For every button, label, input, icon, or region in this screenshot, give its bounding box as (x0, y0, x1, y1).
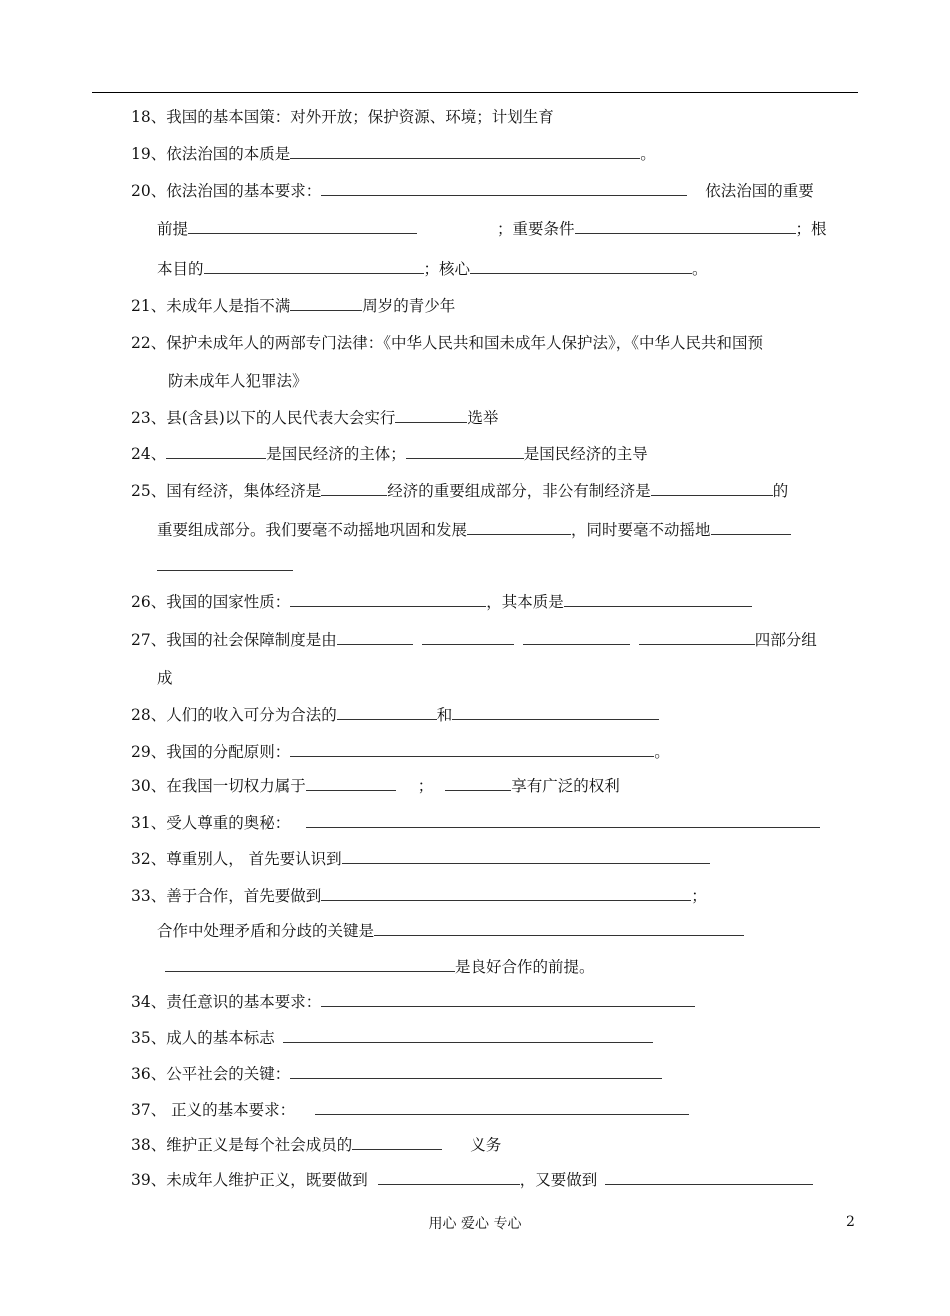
blank[interactable] (651, 483, 773, 496)
q28-text: 28、人们的收入可分为合法的 (131, 706, 337, 724)
blank[interactable] (337, 632, 413, 645)
q20-text-5: ；根 (795, 220, 827, 238)
blank[interactable] (306, 815, 820, 828)
q25-text-5: ，同时要毫不动摇地 (571, 521, 711, 539)
page-footer: 用心 爱心 专心 (428, 1216, 522, 1232)
question-36 (131, 1064, 662, 1084)
question-24 (131, 444, 648, 464)
question-19 (131, 144, 656, 164)
question-20-line2 (157, 219, 827, 239)
blank[interactable] (204, 261, 424, 274)
question-37 (131, 1100, 689, 1120)
question-33-line3 (165, 957, 595, 977)
question-32 (131, 849, 710, 869)
q21-text-2: 周岁的青少年 (362, 297, 456, 315)
q20-text-7: ；核心 (423, 260, 471, 278)
q26-text: 26、我国的国家性质： (131, 593, 291, 611)
question-21 (131, 296, 455, 316)
blank[interactable] (639, 632, 755, 645)
q25-text-3: 的 (772, 482, 789, 500)
question-18 (131, 107, 554, 127)
q19-text: 19、依法治国的本质是 (131, 145, 291, 163)
q26-text-2: ，其本质是 (486, 593, 564, 611)
question-30 (131, 776, 620, 796)
q22-text: 22、保护未成年人的两部专门法律：《中华人民共和国未成年人保护法》，《中华人民共和国预 (131, 334, 763, 352)
blank[interactable] (337, 707, 437, 720)
blank[interactable] (422, 632, 514, 645)
blank[interactable] (452, 707, 659, 720)
question-38 (131, 1135, 501, 1155)
blank[interactable] (406, 446, 524, 459)
blank[interactable] (188, 221, 417, 234)
q30-text-3: 享有广泛的权利 (511, 777, 620, 795)
blank[interactable] (342, 851, 710, 864)
blank[interactable] (315, 1102, 689, 1115)
q33-text: 33、善于合作，首先要做到 (131, 887, 322, 905)
blank[interactable] (166, 446, 266, 459)
q33-text-2: ； (691, 887, 707, 905)
question-29 (131, 742, 670, 762)
q21-text: 21、未成年人是指不满 (131, 297, 291, 315)
q35-text: 35、成人的基本标志 (131, 1029, 275, 1047)
blank[interactable] (321, 888, 691, 901)
q18-text: 18、我国的基本国策：对外开放；保护资源、环境；计划生育 (131, 108, 554, 126)
question-25-line3 (157, 556, 293, 576)
q33-text-3: 合作中处理矛盾和分歧的关键是 (157, 922, 375, 940)
blank[interactable] (290, 1066, 662, 1079)
blank[interactable] (470, 261, 692, 274)
blank[interactable] (378, 1172, 520, 1185)
q25-text: 25、国有经济，集体经济是 (131, 482, 322, 500)
q32-text: 32、尊重别人， 首先要认识到 (131, 850, 342, 868)
q20-text-6: 本目的 (157, 260, 204, 278)
question-33 (131, 886, 707, 906)
q20-text-4: ；重要条件 (497, 220, 575, 238)
q38-text-2: 义务 (470, 1136, 502, 1154)
q31-text: 31、受人尊重的奥秘： (131, 814, 291, 832)
blank[interactable] (283, 1030, 653, 1043)
question-20-line3 (157, 259, 708, 279)
blank[interactable] (290, 744, 654, 757)
blank[interactable] (711, 522, 791, 535)
q30-text: 30、在我国一切权力属于 (131, 777, 306, 795)
q37-text: 37、 正义的基本要求： (131, 1101, 296, 1119)
q33-text-4: 是良好合作的前提。 (455, 958, 595, 976)
q24-text: 24、 (131, 445, 167, 463)
q20-text-8: 。 (692, 260, 708, 278)
blank[interactable] (321, 183, 687, 196)
question-25 (131, 481, 788, 501)
q39-text-2: ，又要做到 (519, 1171, 598, 1189)
blank[interactable] (321, 994, 695, 1007)
question-33-line2 (157, 921, 744, 941)
q27-text: 27、我国的社会保障制度是由 (131, 631, 337, 649)
question-23 (131, 408, 498, 428)
question-35 (131, 1028, 653, 1048)
blank[interactable] (306, 778, 396, 791)
question-22-line2 (168, 371, 308, 391)
q29-end: 。 (654, 743, 670, 761)
question-20 (131, 181, 814, 201)
q24-text-2: 是国民经济的主体； (266, 445, 406, 463)
blank[interactable] (575, 221, 796, 234)
question-22 (131, 333, 763, 353)
header-rule (92, 92, 858, 93)
q38-text: 38、维护正义是每个社会成员的 (131, 1136, 353, 1154)
q30-text-2: ； (417, 777, 434, 795)
q23-text: 23、县(含县)以下的人民代表大会实行 (131, 409, 396, 427)
q20-text: 20、依法治国的基本要求： (131, 182, 322, 200)
q19-end: 。 (640, 145, 656, 163)
question-34 (131, 992, 695, 1012)
blank[interactable] (290, 298, 362, 311)
q20-text-3: 前提 (157, 220, 189, 238)
q24-text-3: 是国民经济的主导 (523, 445, 648, 463)
blank[interactable] (467, 522, 571, 535)
question-25-line2 (157, 520, 791, 540)
blank[interactable] (290, 146, 640, 159)
blank[interactable] (374, 923, 744, 936)
blank[interactable] (523, 632, 630, 645)
q25-text-2: 经济的重要组成部分，非公有制经济是 (387, 482, 651, 500)
question-39 (131, 1170, 813, 1190)
blank[interactable] (605, 1172, 813, 1185)
q20-text-2: 依法治国的重要 (705, 182, 814, 200)
q28-text-2: 和 (436, 706, 453, 724)
blank[interactable] (157, 558, 293, 571)
q29-text: 29、我国的分配原则： (131, 743, 291, 761)
q22-text-2: 防未成年人犯罪法》 (168, 372, 308, 390)
q23-text-2: 选举 (467, 409, 499, 427)
blank[interactable] (395, 410, 467, 423)
blank[interactable] (352, 1137, 442, 1150)
q25-text-4: 重要组成部分。我们要毫不动摇地巩固和发展 (157, 521, 468, 539)
q39-text: 39、未成年人维护正义，既要做到 (131, 1171, 368, 1189)
question-31 (131, 813, 820, 833)
blank[interactable] (290, 594, 486, 607)
question-28 (131, 705, 659, 725)
q27-text-3: 成 (157, 669, 173, 687)
blank[interactable] (165, 959, 455, 972)
blank[interactable] (321, 483, 387, 496)
q27-text-2: 四部分组 (754, 631, 817, 649)
q34-text: 34、责任意识的基本要求： (131, 993, 322, 1011)
blank[interactable] (445, 778, 511, 791)
blank[interactable] (564, 594, 752, 607)
question-27-line2 (157, 668, 173, 688)
page-number: 2 (846, 1214, 855, 1230)
question-27 (131, 630, 817, 650)
question-26 (131, 592, 752, 612)
q36-text: 36、公平社会的关键： (131, 1065, 291, 1083)
